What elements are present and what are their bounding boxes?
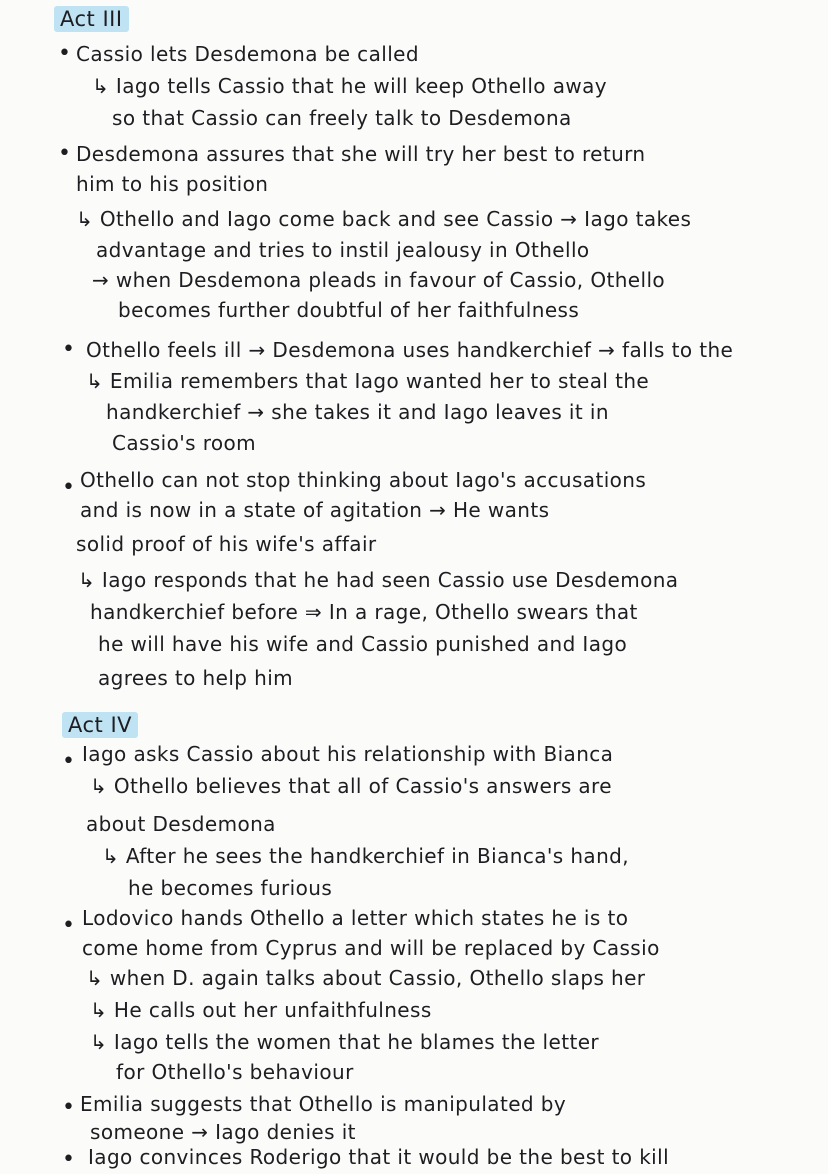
bullet: • bbox=[58, 41, 71, 66]
bullet: • bbox=[62, 749, 75, 774]
note-line: he will have his wife and Cassio punished and Iago bbox=[98, 632, 628, 656]
note-line: solid proof of his wife's affair bbox=[76, 532, 377, 556]
note-line: Desdemona assures that she will try her best to return bbox=[76, 142, 646, 166]
bullet: • bbox=[62, 1147, 75, 1172]
note-line: ↳ Othello and Iago come back and see Cassio → Iago takes bbox=[76, 207, 692, 231]
note-line: Iago convinces Roderigo that it would be the best to kill bbox=[88, 1145, 670, 1169]
note-line: advantage and tries to instil jealousy in Othello bbox=[96, 238, 590, 262]
note-line: and is now in a state of agitation → He wants bbox=[80, 498, 550, 522]
note-line: Othello feels ill → Desdemona uses handkerchief → falls to the bbox=[86, 338, 734, 362]
note-line: so that Cassio can freely talk to Desdemona bbox=[112, 106, 572, 130]
note-line: agrees to help him bbox=[98, 666, 294, 690]
bullet: • bbox=[58, 141, 71, 166]
note-line: about Desdemona bbox=[86, 812, 276, 836]
note-line: ↳ when D. again talks about Cassio, Othello slaps her bbox=[86, 966, 646, 990]
note-line: ↳ He calls out her unfaithfulness bbox=[90, 998, 432, 1022]
note-line: handkerchief → she takes it and Iago leaves it in bbox=[106, 400, 609, 424]
bullet: • bbox=[62, 1095, 75, 1120]
note-line: ↳ After he sees the handkerchief in Bianca's hand, bbox=[102, 844, 630, 868]
note-line: Emilia suggests that Othello is manipulated by bbox=[80, 1092, 567, 1116]
note-line: Iago asks Cassio about his relationship with Bianca bbox=[82, 742, 614, 766]
bullet: • bbox=[62, 913, 75, 938]
note-line: ↳ Iago tells Cassio that he will keep Othello away bbox=[92, 74, 608, 98]
note-line: → when Desdemona pleads in favour of Cassio, Othello bbox=[92, 268, 666, 292]
note-line: ↳ Emilia remembers that Iago wanted her to steal the bbox=[86, 369, 650, 393]
bullet: • bbox=[62, 337, 75, 362]
note-line: come home from Cyprus and will be replaced by Cassio bbox=[82, 936, 660, 960]
note-line: ↳ Iago responds that he had seen Cassio use Desdemona bbox=[78, 568, 679, 592]
note-line: Othello can not stop thinking about Iago's accusations bbox=[80, 468, 647, 492]
note-line: becomes further doubtful of her faithfulness bbox=[118, 298, 580, 322]
note-line: someone → Iago denies it bbox=[90, 1120, 356, 1144]
note-line: Lodovico hands Othello a letter which states he is to bbox=[82, 906, 629, 930]
note-line: he becomes furious bbox=[128, 876, 333, 900]
bullet: • bbox=[62, 475, 75, 500]
note-line: ↳ Othello believes that all of Cassio's answers are bbox=[90, 774, 612, 798]
note-line: handkerchief before ⇒ In a rage, Othello swears that bbox=[90, 600, 638, 624]
note-line: ↳ Iago tells the women that he blames the letter bbox=[90, 1030, 600, 1054]
heading-act-3: Act III bbox=[54, 6, 129, 32]
note-line: for Othello's behaviour bbox=[116, 1060, 354, 1084]
heading-act-4: Act IV bbox=[62, 712, 138, 738]
note-line: him to his position bbox=[76, 172, 269, 196]
note-line: Cassio's room bbox=[112, 431, 257, 455]
note-line: Cassio lets Desdemona be called bbox=[76, 42, 419, 66]
